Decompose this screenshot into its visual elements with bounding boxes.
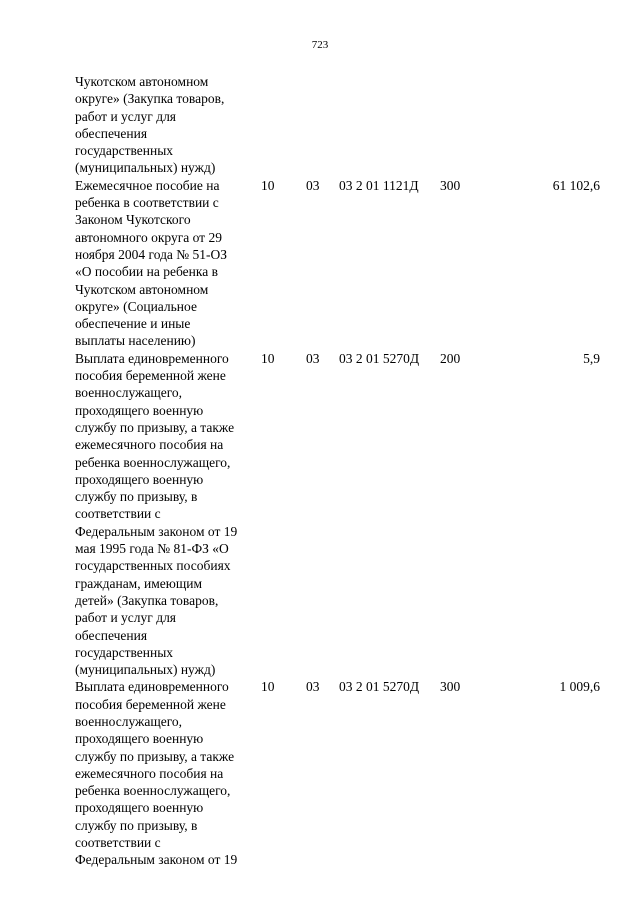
row-section: 10 bbox=[261, 679, 275, 695]
page-number: 723 bbox=[311, 39, 329, 51]
row-expense-type: 300 bbox=[440, 679, 461, 695]
row-section: 10 bbox=[261, 350, 275, 366]
row-target-code: 03 2 01 5270Д bbox=[339, 679, 420, 695]
table-row bbox=[75, 177, 600, 350]
row-target-code: 03 2 01 5270Д bbox=[339, 350, 420, 366]
row-description: Выплата единовременного пособия беременной жене военнослужащего, проходящего военную службу по призыву, а также ежемесячного пособия на ребенка военнослужащего, проходящего военную службу по призыву, в соответствии с Федеральным законом от 19 bbox=[75, 679, 238, 868]
row-amount: 5,9 bbox=[583, 350, 600, 366]
row-expense-type: 200 bbox=[440, 350, 461, 366]
row-description: Чукотском автономном округе» (Закупка товаров, работ и услуг для обеспечения государственных (муниципальных) нужд) bbox=[75, 74, 225, 176]
row-subsection: 03 bbox=[306, 177, 320, 193]
table-row bbox=[75, 73, 600, 177]
row-amount: 1 009,6 bbox=[559, 679, 600, 695]
row-description: Выплата единовременного пособия беременной жене военнослужащего, проходящего военную службу по призыву, а также ежемесячного пособия на ребенка военнослужащего, проходящего военную службу по призыву, в соответствии с Федеральным законом от 19 мая 1995 года № 81-ФЗ «О государственных пособиях гражданам, имеющим детей» (Закупка товаров, работ и услуг для обеспечения государственных (муниципальных) нужд) bbox=[75, 350, 238, 678]
row-subsection: 03 bbox=[306, 679, 320, 695]
budget-table bbox=[75, 73, 600, 869]
row-expense-type: 300 bbox=[440, 177, 461, 193]
table-row bbox=[75, 678, 600, 868]
row-section: 10 bbox=[261, 177, 275, 193]
row-target-code: 03 2 01 1121Д bbox=[339, 177, 419, 193]
row-amount: 61 102,6 bbox=[552, 177, 600, 193]
row-subsection: 03 bbox=[306, 350, 320, 366]
table-row bbox=[75, 350, 600, 679]
row-description: Ежемесячное пособие на ребенка в соответствии с Законом Чукотского автономного округа от 29 ноября 2004 года № 51-ОЗ «О пособии на ребенка в Чукотском автономном округе» (Социальное обеспечение и иные выплаты населению) bbox=[75, 177, 228, 349]
